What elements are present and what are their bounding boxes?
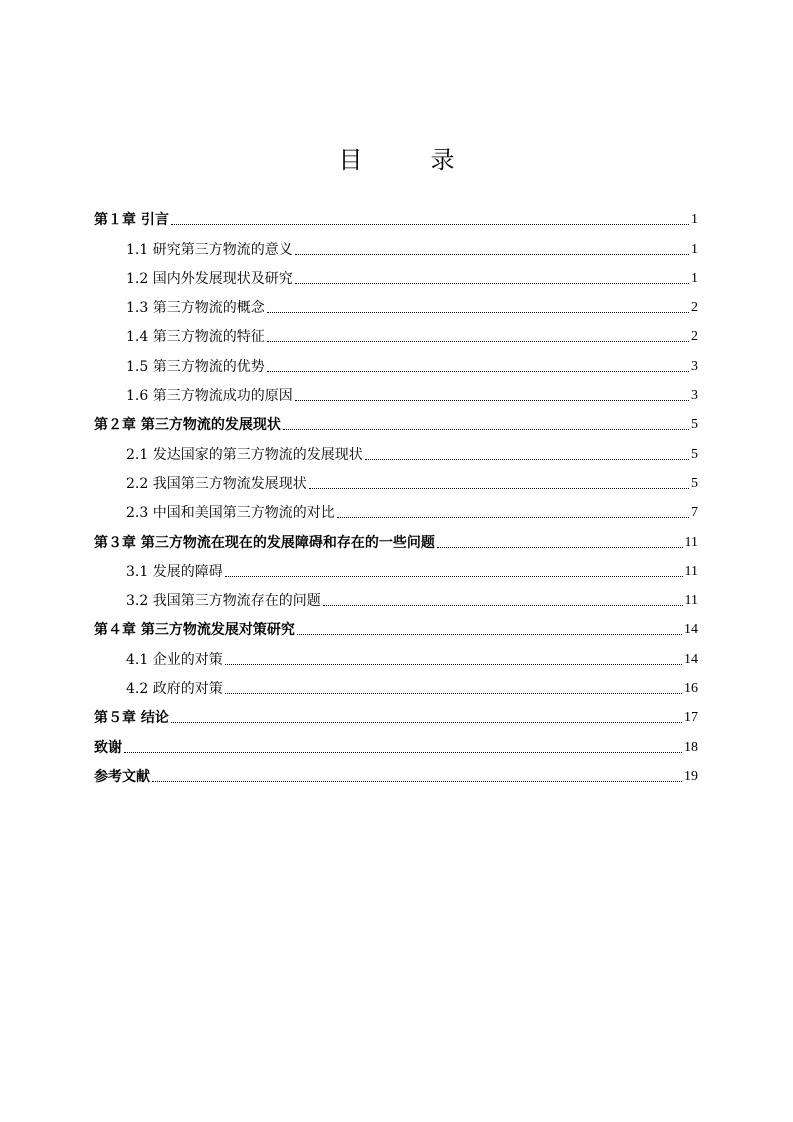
toc-entry-label: 1.6 第三方物流成功的原因 <box>126 388 293 405</box>
toc-entry-label: 第３章 第三方物流在现在的发展障碍和存在的一些问题 <box>94 534 435 551</box>
toc-entry-section[interactable] <box>94 639 698 668</box>
toc-entry-chapter[interactable] <box>94 610 698 639</box>
toc-entry-section[interactable] <box>94 464 698 493</box>
toc-page-number: 1 <box>691 241 698 257</box>
toc-entry-chapter[interactable] <box>94 200 698 229</box>
toc-entry-label: 1.5 第三方物流的优势 <box>126 358 265 375</box>
toc-page-number: 5 <box>691 475 698 491</box>
toc-entry-label: 2.1 发达国家的第三方物流的发展现状 <box>126 446 363 463</box>
dot-leader <box>365 459 689 460</box>
toc-page-number: 1 <box>691 212 698 228</box>
toc-entry-section[interactable] <box>94 288 698 317</box>
toc-entry-section[interactable] <box>94 229 698 258</box>
toc-entry-label: 2.2 我国第三方物流发展现状 <box>126 475 307 492</box>
dot-leader <box>152 781 682 782</box>
toc-entry-label: 4.2 政府的对策 <box>126 681 223 698</box>
toc-entry-label: 致谢 <box>94 739 122 756</box>
toc-entry-label: 1.2 国内外发展现状及研究 <box>126 270 293 287</box>
toc-entry-section[interactable] <box>94 581 698 610</box>
toc-entry-label: 第２章 第三方物流的发展现状 <box>94 417 281 434</box>
dot-leader <box>124 752 682 753</box>
dot-leader <box>297 634 682 635</box>
dot-leader <box>283 429 689 430</box>
toc-entry-label: 3.2 我国第三方物流存在的问题 <box>126 593 321 610</box>
toc-entry-section[interactable] <box>94 317 698 346</box>
toc-page-number: 19 <box>684 768 698 784</box>
toc-page-number: 16 <box>684 681 698 697</box>
dot-leader <box>295 283 689 284</box>
dot-leader <box>225 576 683 577</box>
dot-leader <box>309 488 689 489</box>
toc-entry-section[interactable] <box>94 259 698 288</box>
dot-leader <box>267 312 689 313</box>
toc-entry-chapter[interactable] <box>94 727 698 756</box>
toc-entry-label: 1.3 第三方物流的概念 <box>126 300 265 317</box>
dot-leader <box>437 547 683 548</box>
toc-page-number: 17 <box>684 710 698 726</box>
toc-entry-section[interactable] <box>94 552 698 581</box>
toc-page-number: 2 <box>691 329 698 345</box>
toc-page-number: 3 <box>691 358 698 374</box>
toc-entry-chapter[interactable] <box>94 405 698 434</box>
toc-entry-label: 第４章 第三方物流发展对策研究 <box>94 622 295 639</box>
dot-leader <box>225 693 682 694</box>
toc-entry-label: 1.4 第三方物流的特征 <box>126 329 265 346</box>
toc-page-number: 5 <box>691 446 698 462</box>
toc-entry-section[interactable] <box>94 434 698 463</box>
table-of-contents <box>94 200 698 786</box>
toc-page-number: 2 <box>691 300 698 316</box>
toc-page-number: 14 <box>684 622 698 638</box>
toc-page-number: 11 <box>684 563 698 579</box>
dot-leader <box>337 517 689 518</box>
toc-entry-chapter[interactable] <box>94 698 698 727</box>
toc-page-number: 3 <box>691 388 698 404</box>
toc-entry-label: 4.1 企业的对策 <box>126 651 223 668</box>
toc-entry-section[interactable] <box>94 346 698 375</box>
toc-entry-section[interactable] <box>94 493 698 522</box>
toc-page-number: 7 <box>691 505 698 521</box>
dot-leader <box>171 722 682 723</box>
toc-entry-label: 参考文献 <box>94 768 150 785</box>
toc-page-number: 5 <box>691 417 698 433</box>
toc-entry-label: 2.3 中国和美国第三方物流的对比 <box>126 505 335 522</box>
toc-page-number: 14 <box>684 651 698 667</box>
toc-title: 目 录 <box>338 146 477 174</box>
toc-entry-chapter[interactable] <box>94 757 698 786</box>
toc-entry-section[interactable] <box>94 376 698 405</box>
dot-leader <box>225 664 682 665</box>
toc-entry-label: 3.1 发展的障碍 <box>126 563 223 580</box>
toc-page-number: 1 <box>691 270 698 286</box>
toc-entry-label: 1.1 研究第三方物流的意义 <box>126 241 293 258</box>
dot-leader <box>295 400 689 401</box>
toc-page-number: 11 <box>684 593 698 609</box>
dot-leader <box>171 224 689 225</box>
toc-entry-label: 第１章 引言 <box>94 212 169 229</box>
toc-page-number: 11 <box>684 534 698 550</box>
toc-entry-section[interactable] <box>94 669 698 698</box>
toc-entry-chapter[interactable] <box>94 522 698 551</box>
toc-entry-label: 第５章 结论 <box>94 710 169 727</box>
dot-leader <box>295 254 689 255</box>
dot-leader <box>267 371 689 372</box>
dot-leader <box>267 341 689 342</box>
dot-leader <box>323 605 683 606</box>
toc-page-number: 18 <box>684 739 698 755</box>
